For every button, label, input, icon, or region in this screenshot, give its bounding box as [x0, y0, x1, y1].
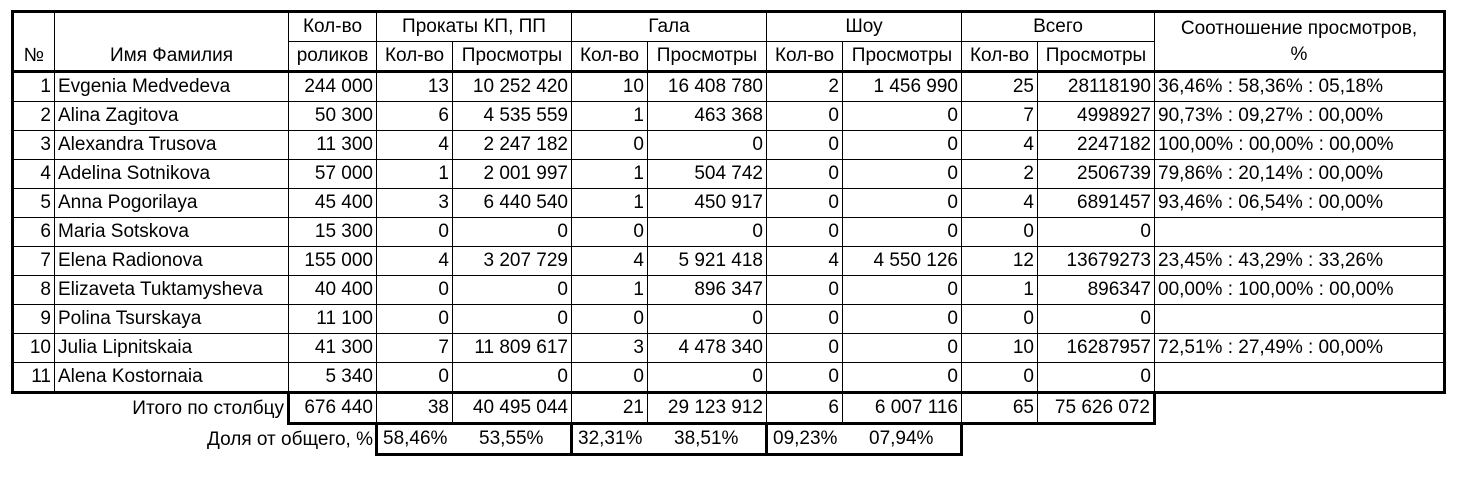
share-s-views: 07,94%	[843, 424, 962, 455]
share-p-cnt: 58,46%	[377, 424, 453, 455]
row-programs-views: 4 535 559	[453, 102, 572, 131]
row-name: Elena Radionova	[55, 247, 289, 276]
row-name: Alina Zagitova	[55, 102, 289, 131]
row-name: Maria Sotskova	[55, 218, 289, 247]
row-ratio	[1155, 305, 1445, 334]
row-total-count: 1	[962, 276, 1038, 305]
table-row	[13, 189, 1445, 218]
row-show-views: 4 550 126	[843, 247, 962, 276]
row-gala-views: 504 742	[648, 160, 767, 189]
header-gala-count: Кол-во	[572, 42, 648, 72]
views-table	[11, 10, 1446, 456]
row-name: Julia Lipnitskaia	[55, 334, 289, 363]
row-gala-count: 3	[572, 334, 648, 363]
row-name: Alexandra Trusova	[55, 131, 289, 160]
row-num: 9	[13, 305, 55, 334]
row-show-views: 0	[843, 131, 962, 160]
row-show-views: 0	[843, 218, 962, 247]
totals-p-cnt: 38	[377, 393, 453, 424]
row-gala-count: 1	[572, 276, 648, 305]
row-num: 2	[13, 102, 55, 131]
row-show-views: 0	[843, 102, 962, 131]
row-total-count: 2	[962, 160, 1038, 189]
row-programs-views: 0	[453, 363, 572, 393]
header-name: Имя Фамилия	[55, 12, 289, 72]
row-ratio: 00,00% : 100,00% : 00,00%	[1155, 276, 1445, 305]
row-gala-count: 1	[572, 189, 648, 218]
table-row	[13, 247, 1445, 276]
row-gala-views: 0	[648, 218, 767, 247]
share-label: Доля от общего, %	[207, 428, 373, 450]
row-gala-views: 0	[648, 363, 767, 393]
row-clips: 41 300	[289, 334, 377, 363]
row-programs-views: 10 252 420	[453, 72, 572, 102]
row-show-count: 4	[767, 247, 843, 276]
row-clips: 155 000	[289, 247, 377, 276]
row-programs-count: 4	[377, 131, 453, 160]
header-show-views: Просмотры	[843, 42, 962, 72]
header-ratio-line1: Соотношение просмотров,	[1180, 17, 1418, 39]
row-show-views: 0	[843, 160, 962, 189]
row-total-count: 0	[962, 305, 1038, 334]
row-total-views: 16287957	[1038, 334, 1155, 363]
row-total-count: 10	[962, 334, 1038, 363]
row-total-views: 0	[1038, 305, 1155, 334]
share-row	[13, 424, 1445, 455]
row-num: 1	[13, 72, 55, 102]
row-total-count: 0	[962, 218, 1038, 247]
row-name: Polina Tsurskaya	[55, 305, 289, 334]
row-ratio	[1155, 218, 1445, 247]
row-num: 6	[13, 218, 55, 247]
row-total-views: 6891457	[1038, 189, 1155, 218]
share-empty	[962, 424, 1038, 455]
row-clips: 11 300	[289, 131, 377, 160]
row-gala-views: 16 408 780	[648, 72, 767, 102]
row-gala-views: 450 917	[648, 189, 767, 218]
totals-t-cnt: 65	[962, 393, 1038, 424]
row-total-count: 0	[962, 363, 1038, 393]
row-programs-count: 7	[377, 334, 453, 363]
table-row	[13, 334, 1445, 363]
row-gala-views: 4 478 340	[648, 334, 767, 363]
row-gala-count: 4	[572, 247, 648, 276]
header-total: Всего	[962, 12, 1155, 42]
row-gala-count: 0	[572, 131, 648, 160]
table-row	[13, 363, 1445, 393]
row-clips: 50 300	[289, 102, 377, 131]
row-clips: 45 400	[289, 189, 377, 218]
row-show-count: 0	[767, 363, 843, 393]
row-show-count: 0	[767, 305, 843, 334]
row-programs-count: 0	[377, 276, 453, 305]
row-ratio: 93,46% : 06,54% : 00,00%	[1155, 189, 1445, 218]
row-programs-views: 0	[453, 305, 572, 334]
share-s-cnt: 09,23%	[767, 424, 843, 455]
row-gala-count: 1	[572, 160, 648, 189]
row-programs-count: 13	[377, 72, 453, 102]
header-programs: Прокаты КП, ПП	[377, 12, 572, 42]
row-gala-views: 5 921 418	[648, 247, 767, 276]
row-programs-views: 6 440 540	[453, 189, 572, 218]
totals-g-cnt: 21	[572, 393, 648, 424]
totals-label: Итого по столбцу	[132, 397, 284, 419]
header-programs-views: Просмотры	[453, 42, 572, 72]
row-show-views: 0	[843, 334, 962, 363]
row-clips: 40 400	[289, 276, 377, 305]
row-gala-views: 0	[648, 305, 767, 334]
share-empty	[1155, 424, 1445, 455]
header-show-count: Кол-во	[767, 42, 843, 72]
totals-p-views: 40 495 044	[453, 393, 572, 424]
row-total-views: 896347	[1038, 276, 1155, 305]
totals-clips: 676 440	[289, 393, 377, 424]
row-show-views: 1 456 990	[843, 72, 962, 102]
row-programs-views: 11 809 617	[453, 334, 572, 363]
row-show-count: 0	[767, 189, 843, 218]
row-gala-count: 10	[572, 72, 648, 102]
row-ratio: 100,00% : 00,00% : 00,00%	[1155, 131, 1445, 160]
row-name: Adelina Sotnikova	[55, 160, 289, 189]
table-row	[13, 131, 1445, 160]
row-show-views: 0	[843, 363, 962, 393]
header-row-1	[13, 12, 1445, 42]
row-gala-count: 0	[572, 363, 648, 393]
row-name: Anna Pogorilaya	[55, 189, 289, 218]
row-total-views: 4998927	[1038, 102, 1155, 131]
row-num: 3	[13, 131, 55, 160]
row-show-count: 0	[767, 131, 843, 160]
totals-s-cnt: 6	[767, 393, 843, 424]
row-gala-views: 0	[648, 131, 767, 160]
totals-g-views: 29 123 912	[648, 393, 767, 424]
row-show-views: 0	[843, 276, 962, 305]
row-name: Elizaveta Tuktamysheva	[55, 276, 289, 305]
row-total-count: 25	[962, 72, 1038, 102]
header-gala: Гала	[572, 12, 767, 42]
row-programs-views: 0	[453, 218, 572, 247]
table-row	[13, 305, 1445, 334]
row-clips: 244 000	[289, 72, 377, 102]
row-show-count: 0	[767, 276, 843, 305]
row-clips: 15 300	[289, 218, 377, 247]
table-row	[13, 276, 1445, 305]
row-show-count: 2	[767, 72, 843, 102]
row-show-views: 0	[843, 189, 962, 218]
share-g-cnt: 32,31%	[572, 424, 648, 455]
row-ratio: 36,46% : 58,36% : 05,18%	[1155, 72, 1445, 102]
row-gala-views: 463 368	[648, 102, 767, 131]
header-show: Шоу	[767, 12, 962, 42]
row-total-views: 2506739	[1038, 160, 1155, 189]
row-clips: 11 100	[289, 305, 377, 334]
row-gala-count: 0	[572, 218, 648, 247]
share-g-views: 38,51%	[648, 424, 767, 455]
row-gala-count: 0	[572, 305, 648, 334]
header-gala-views: Просмотры	[648, 42, 767, 72]
row-show-views: 0	[843, 305, 962, 334]
row-num: 11	[13, 363, 55, 393]
header-total-views: Просмотры	[1038, 42, 1155, 72]
row-ratio	[1155, 363, 1445, 393]
table-row	[13, 218, 1445, 247]
table-row	[13, 72, 1445, 102]
totals-s-views: 6 007 116	[843, 393, 962, 424]
row-ratio: 90,73% : 09,27% : 00,00%	[1155, 102, 1445, 131]
row-programs-count: 0	[377, 305, 453, 334]
row-gala-count: 1	[572, 102, 648, 131]
header-num: №	[13, 12, 55, 72]
header-clips-1: Кол-во	[289, 12, 377, 42]
row-num: 5	[13, 189, 55, 218]
share-empty	[1038, 424, 1155, 455]
row-programs-count: 3	[377, 189, 453, 218]
row-programs-views: 2 001 997	[453, 160, 572, 189]
row-programs-views: 3 207 729	[453, 247, 572, 276]
row-show-count: 0	[767, 102, 843, 131]
row-num: 4	[13, 160, 55, 189]
row-total-views: 0	[1038, 363, 1155, 393]
row-total-count: 4	[962, 131, 1038, 160]
row-num: 7	[13, 247, 55, 276]
row-programs-count: 4	[377, 247, 453, 276]
row-gala-views: 896 347	[648, 276, 767, 305]
row-total-views: 2247182	[1038, 131, 1155, 160]
header-programs-count: Кол-во	[377, 42, 453, 72]
row-programs-views: 0	[453, 276, 572, 305]
row-clips: 5 340	[289, 363, 377, 393]
row-name: Alena Kostornaia	[55, 363, 289, 393]
row-programs-count: 0	[377, 218, 453, 247]
row-total-views: 13679273	[1038, 247, 1155, 276]
row-total-views: 28118190	[1038, 72, 1155, 102]
header-total-count: Кол-во	[962, 42, 1038, 72]
row-total-count: 12	[962, 247, 1038, 276]
totals-row	[13, 393, 1445, 424]
row-clips: 57 000	[289, 160, 377, 189]
row-programs-count: 0	[377, 363, 453, 393]
row-ratio: 23,45% : 43,29% : 33,26%	[1155, 247, 1445, 276]
row-num: 10	[13, 334, 55, 363]
header-ratio-line2: %	[1290, 43, 1308, 65]
share-p-views: 53,55%	[453, 424, 572, 455]
row-show-count: 0	[767, 160, 843, 189]
row-programs-views: 2 247 182	[453, 131, 572, 160]
header-ratio	[1155, 12, 1445, 72]
totals-t-views: 75 626 072	[1038, 393, 1155, 424]
row-total-count: 7	[962, 102, 1038, 131]
table-row	[13, 102, 1445, 131]
row-show-count: 0	[767, 218, 843, 247]
row-ratio: 79,86% : 20,14% : 00,00%	[1155, 160, 1445, 189]
row-total-views: 0	[1038, 218, 1155, 247]
row-ratio: 72,51% : 27,49% : 00,00%	[1155, 334, 1445, 363]
row-programs-count: 6	[377, 102, 453, 131]
table-row	[13, 160, 1445, 189]
totals-empty	[1155, 393, 1445, 424]
row-num: 8	[13, 276, 55, 305]
header-clips-2: роликов	[289, 42, 377, 72]
row-show-count: 0	[767, 334, 843, 363]
row-programs-count: 1	[377, 160, 453, 189]
row-total-count: 4	[962, 189, 1038, 218]
row-name: Evgenia Medvedeva	[55, 72, 289, 102]
